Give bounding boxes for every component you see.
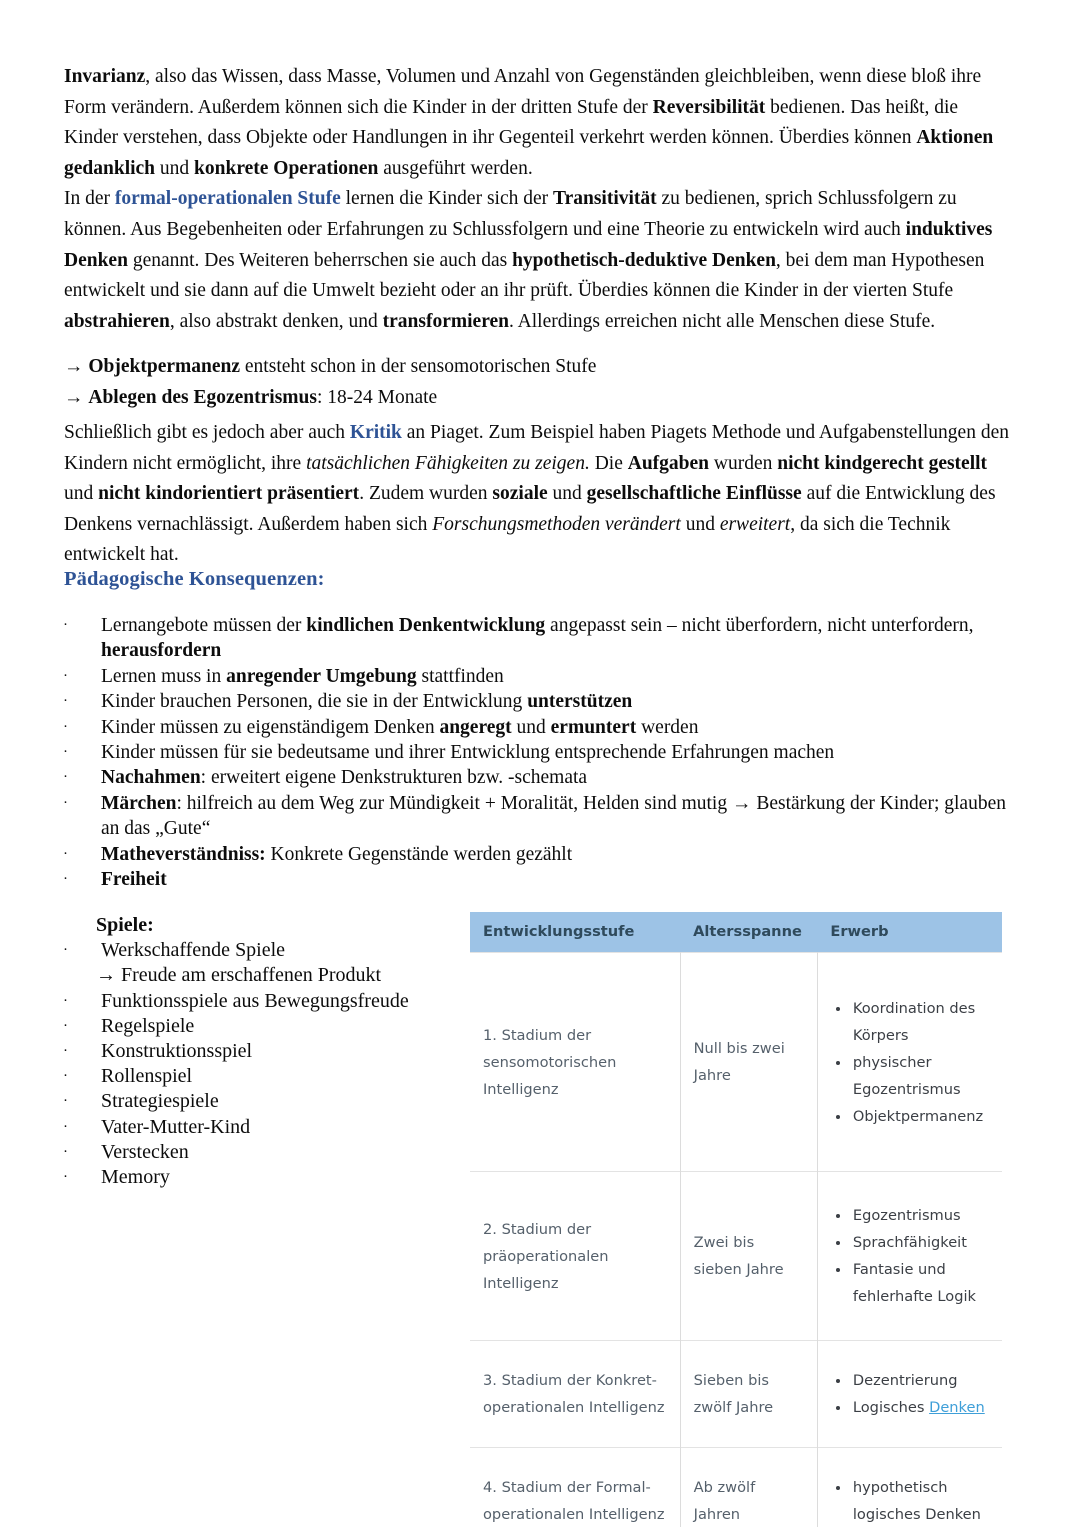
invarianz-segment-15: hypothetisch-deduktive Denken [512, 249, 776, 271]
invarianz-segment-14: genannt. Des Weiteren beherrschen sie auch das [127, 249, 513, 271]
list-item [58, 1064, 458, 1089]
kritik-segment-4: Die [589, 452, 628, 474]
list-item [58, 791, 1016, 842]
list-item [58, 989, 458, 1014]
arrow-right-icon: → [64, 386, 89, 408]
ped-2-segment-0: Kinder brauchen Personen, die sie in der Entwicklung [101, 691, 528, 713]
cell-line: Null bis zwei [693, 1040, 785, 1057]
invarianz-segment-19: transformieren [382, 310, 509, 332]
list-item-text: Konstruktionsspiel [101, 1040, 253, 1063]
list-item-text: Rollenspiel [101, 1065, 193, 1088]
table-row [470, 953, 1002, 1172]
ped-5-segment-1: : erweitert eigene Denkstrukturen bzw. -schemata [200, 767, 588, 789]
arrow-line [64, 352, 1016, 383]
spiele-items [58, 938, 458, 1190]
cell-altersspanne [680, 1172, 817, 1341]
page-title: Pädagogische Konsequenzen: [64, 568, 325, 590]
pedagogical-consequences-list [58, 613, 1016, 892]
paragraph-kritik [64, 418, 1016, 571]
list-item-text: Regelspiele [101, 1014, 195, 1037]
invarianz-segment-5: und [155, 157, 195, 179]
ped-5-segment-0: Nachahmen [101, 767, 201, 789]
list-item-text [101, 664, 1016, 689]
acquisition-list [831, 1202, 989, 1310]
kritik-segment-12: und [547, 483, 587, 505]
kritik-segment-18: , da sich die Technik entwickelt hat. [64, 513, 951, 566]
ped-0-segment-1: kindlichen Denkentwicklung [306, 615, 546, 636]
cell-line: zwölf Jahre [693, 1399, 774, 1416]
list-item-text [101, 689, 1016, 714]
list-item [58, 1115, 458, 1140]
cell-line: 2. Stadium der [483, 1220, 592, 1238]
invarianz-segment-9: formal-operationalen Stufe [114, 188, 341, 210]
column-header-entwicklungsstufe: Entwicklungsstufe [470, 912, 680, 953]
cell-entwicklungsstufe [470, 1448, 680, 1527]
list-item-text: Strategiespiele [101, 1090, 219, 1113]
ped-0-segment-2: angepasst sein – nicht überfordern, nicht unterfordern, [545, 615, 974, 636]
acquisition-item [851, 1256, 989, 1310]
cell-line: Zwei bis [693, 1234, 755, 1251]
bullet-icon: · [63, 1169, 68, 1186]
invarianz-segment-17: abstrahieren [64, 310, 170, 332]
cell-line: 4. Stadium der Formal- [483, 1479, 651, 1496]
arrow-line-rest: : 18-24 Monate [316, 386, 438, 408]
invarianz-segment-16: , bei dem man Hypothesen entwickelt und sie dann auf die Umwelt bezieht oder an ihr prüft. Überdies können die Kinder in der vierten Stufe [64, 249, 985, 302]
list-item [58, 740, 1016, 765]
arrow-line-term: Objektpermanenz [88, 356, 241, 377]
invarianz-segment-10: lernen die Kinder sich der [340, 188, 554, 210]
table-body [470, 953, 1002, 1527]
list-item-text: Verstecken [101, 1140, 189, 1163]
list-item-text: Funktionsspiele aus Bewegungsfreude [101, 989, 409, 1012]
ped-3-segment-0: Kinder müssen zu eigenständigem Denken [101, 716, 440, 738]
acquisition-text: Egozentrismus [852, 1207, 961, 1224]
acquisition-text: Sprachfähigkeit [852, 1234, 967, 1251]
acquisition-text: physischer Egozentrismus [852, 1053, 961, 1098]
bullet-icon: · [63, 744, 68, 761]
list-item-text [101, 613, 1016, 664]
kritik-segment-17: erweitert [719, 513, 791, 535]
kritik-segment-2: an Piaget. Zum Beispiel haben Piagets Methode und Aufgabenstellungen den Kindern nicht ermöglicht, ihre [64, 422, 1009, 474]
ped-3-segment-3: ermuntert [550, 716, 637, 738]
bullet-icon: · [63, 1093, 68, 1110]
bullet-icon: · [63, 1118, 68, 1135]
bullet-icon: · [63, 617, 68, 633]
list-item [58, 1140, 458, 1165]
list-item [58, 715, 1016, 740]
paragraph-invarianz [64, 62, 1016, 337]
cell-line: operationalen Intelligenz [483, 1506, 665, 1523]
invarianz-segment-2: Reversibilität [652, 96, 766, 118]
arrow-line [64, 383, 1016, 414]
cell-line: Intelligenz [483, 1080, 559, 1098]
kritik-segment-13: gesellschaftliche Einflüsse [586, 483, 802, 505]
kritik-segment-14: auf die Entwicklung des Denkens vernachlässigt. Außerdem haben sich [64, 483, 996, 535]
acquisition-list [831, 995, 989, 1130]
bullet-icon: · [63, 1068, 68, 1085]
kritik-segment-7: nicht kindgerecht gestellt [777, 452, 988, 474]
ped-6-segment-0: Märchen [101, 792, 177, 814]
invarianz-segment-18: , also abstrakt denken, und [169, 310, 383, 332]
list-item-text [101, 791, 1016, 842]
bullet-icon: · [63, 1017, 68, 1034]
bullet-icon: · [63, 871, 68, 888]
ped-7-segment-0: Matheverständniss: [101, 843, 266, 865]
acquisition-item [851, 1367, 989, 1394]
acquisition-text: Dezentrierung [852, 1372, 958, 1389]
list-item [58, 1039, 458, 1064]
bullet-icon: · [63, 1143, 68, 1160]
list-item-text [101, 867, 1016, 892]
kritik-segment-11: soziale [492, 483, 548, 505]
table-row [470, 1341, 1002, 1448]
table-row [470, 1448, 1002, 1527]
list-item-text [101, 765, 1016, 790]
list-item-text [101, 842, 1016, 867]
invarianz-segment-4: Aktionen gedanklich [64, 127, 994, 179]
cell-line: 1. Stadium der [483, 1026, 592, 1044]
ped-2-segment-1: unterstützen [527, 691, 633, 713]
kritik-segment-1: Kritik [349, 422, 402, 443]
kritik-segment-16: und [680, 513, 720, 535]
cell-line: sensomotorischen [483, 1053, 617, 1071]
ped-3-segment-2: und [511, 716, 551, 738]
ped-8-segment-0: Freiheit [101, 869, 167, 891]
list-item-text [101, 715, 1016, 740]
acquisition-list [831, 1367, 989, 1421]
list-item [58, 1089, 458, 1114]
invarianz-segment-3: bedienen. Das heißt, die Kinder verstehen, dass Objekte oder Handlungen in ihr Gegenteil verkehrt werden können. Überdies können [64, 96, 959, 149]
acquisition-item [851, 1202, 989, 1229]
spiele-title: Spiele: [96, 914, 154, 936]
list-item-subtext: → Freude am erschaffenen Produkt [96, 964, 382, 987]
acquisition-text: Objektpermanenz [852, 1107, 984, 1125]
ped-3-segment-1: angeregt [439, 716, 512, 738]
acquisition-item [851, 1103, 989, 1130]
kritik-segment-5: Aufgaben [627, 452, 710, 474]
column-header-erwerb: Erwerb [817, 912, 1002, 953]
cell-entwicklungsstufe [470, 1341, 680, 1448]
kritik-segment-9: nicht kindorientiert präsentiert [98, 483, 360, 505]
kritik-segment-0: Schließlich gibt es jedoch aber auch [64, 422, 350, 443]
cell-line: Sieben bis [693, 1372, 769, 1389]
kritik-segment-15: Forschungsmethoden verändert [432, 513, 681, 535]
cell-line: operationalen Intelligenz [483, 1399, 665, 1416]
list-item [58, 842, 1016, 867]
list-item-text: Vater-Mutter-Kind [101, 1115, 251, 1138]
column-header-altersspanne: Altersspanne [680, 912, 817, 953]
list-item-text: Werkschaffende Spiele [101, 939, 286, 962]
bullet-icon: · [63, 667, 68, 684]
list-item [58, 765, 1016, 790]
acquisition-item [851, 1474, 989, 1527]
kritik-segment-8: und [64, 483, 99, 505]
cell-line: Jahren [693, 1506, 741, 1523]
invarianz-segment-20: . Allerdings erreichen nicht alle Menschen diese Stufe. [509, 310, 936, 332]
invarianz-segment-6: konkrete Operationen [194, 157, 379, 179]
arrow-right-icon: → [64, 356, 89, 377]
acquisition-text: Logisches [852, 1399, 930, 1416]
table-header-row [470, 912, 1002, 953]
bullet-icon: · [63, 942, 68, 959]
cell-erwerb [817, 953, 1002, 1172]
kritik-segment-3: tatsächlichen Fähigkeiten zu zeigen. [306, 452, 590, 474]
spiele-list-block [58, 913, 458, 1190]
bullet-icon: · [63, 992, 68, 1009]
bullet-icon: · [63, 718, 68, 735]
cell-line: 3. Stadium der Konkret- [483, 1372, 657, 1389]
ped-6-segment-1: : hilfreich au dem Weg zur Mündigkeit + Moralität, Helden sind mutig → Bestärkung der Kinder; glauben an das „Gute“ [101, 792, 1006, 840]
list-item-text: Memory [101, 1166, 170, 1189]
invarianz-segment-7: ausgeführt werden. [378, 157, 533, 179]
acquisition-item [851, 1394, 989, 1421]
invarianz-segment-12: zu bedienen, sprich Schlussfolgern zu können. Aus Begebenheiten oder Erfahrungen zu Schlussfolgern und eine Theorie zu entwickeln wird auch [64, 188, 957, 240]
ped-1-segment-0: Lernen muss in [101, 665, 227, 687]
arrow-note-block [64, 352, 1016, 413]
invarianz-segment-11: Transitivität [553, 188, 657, 210]
list-item [58, 867, 1016, 892]
bullet-icon: · [63, 794, 68, 811]
invarianz-segment-0: Invarianz [64, 66, 146, 87]
ped-0-segment-0: Lernangebote müssen der [101, 615, 307, 636]
acquisition-item [851, 1229, 989, 1256]
ped-1-segment-1: anregender Umgebung [226, 665, 417, 687]
list-item [58, 1165, 458, 1190]
cell-line: präoperationalen [483, 1247, 609, 1265]
invarianz-segment-13: induktives Denken [64, 218, 993, 271]
cell-erwerb [817, 1172, 1002, 1341]
cell-line: Intelligenz [483, 1274, 559, 1292]
ped-7-segment-1: Konkrete Gegenstände werden gezählt [265, 843, 573, 865]
arrow-line-term: Ablegen des Egozentrismus [88, 386, 317, 408]
cell-entwicklungsstufe [470, 953, 680, 1172]
cell-entwicklungsstufe [470, 1172, 680, 1341]
cell-erwerb [817, 1448, 1002, 1527]
cell-erwerb [817, 1341, 1002, 1448]
ped-1-segment-2: stattfinden [416, 665, 504, 687]
invarianz-segment-1: , also das Wissen, dass Masse, Volumen und Anzahl von Gegenständen gleichbleiben, wenn diese bloß ihre Form verändern. Außerdem können sich die Kinder in der dritten Stufe der [64, 66, 982, 118]
development-stages-table [470, 912, 1002, 1527]
bullet-icon: · [63, 1043, 68, 1060]
cell-altersspanne [680, 1341, 817, 1448]
cell-line: Jahre [693, 1067, 731, 1084]
list-item [58, 664, 1016, 689]
acquisition-text: Koordination des Körpers [852, 999, 976, 1044]
acquisition-list [831, 1474, 989, 1527]
denken-link[interactable]: Denken [929, 1399, 985, 1416]
arrow-line-rest: entsteht schon in der sensomotorischen Stufe [240, 356, 597, 377]
cell-altersspanne [680, 1448, 817, 1527]
bullet-icon: · [63, 769, 68, 786]
bullet-icon: · [63, 845, 68, 862]
list-item [58, 1014, 458, 1039]
table-row [470, 1172, 1002, 1341]
list-item [58, 613, 1016, 664]
cell-line: Ab zwölf [693, 1479, 756, 1496]
ped-3-segment-4: werden [636, 716, 699, 738]
list-item [58, 689, 1016, 714]
bullet-icon: · [63, 693, 68, 710]
kritik-segment-10: . Zudem wurden [359, 483, 493, 505]
ped-0-segment-3: herausfordern [101, 640, 222, 662]
acquisition-text: Fantasie und fehlerhafte Logik [852, 1261, 977, 1305]
cell-altersspanne [680, 953, 817, 1172]
kritik-segment-6: wurden [709, 452, 778, 474]
invarianz-segment-8: In der [64, 188, 115, 210]
acquisition-text: hypothetisch logisches Denken [852, 1479, 981, 1523]
cell-line: sieben Jahre [693, 1261, 784, 1278]
acquisition-item [851, 1049, 989, 1103]
ped-4-segment-0: Kinder müssen für sie bedeutsame und ihrer Entwicklung entsprechende Erfahrungen machen [101, 742, 835, 764]
list-item [58, 938, 458, 963]
acquisition-item [851, 995, 989, 1049]
list-item-text [101, 740, 1016, 765]
